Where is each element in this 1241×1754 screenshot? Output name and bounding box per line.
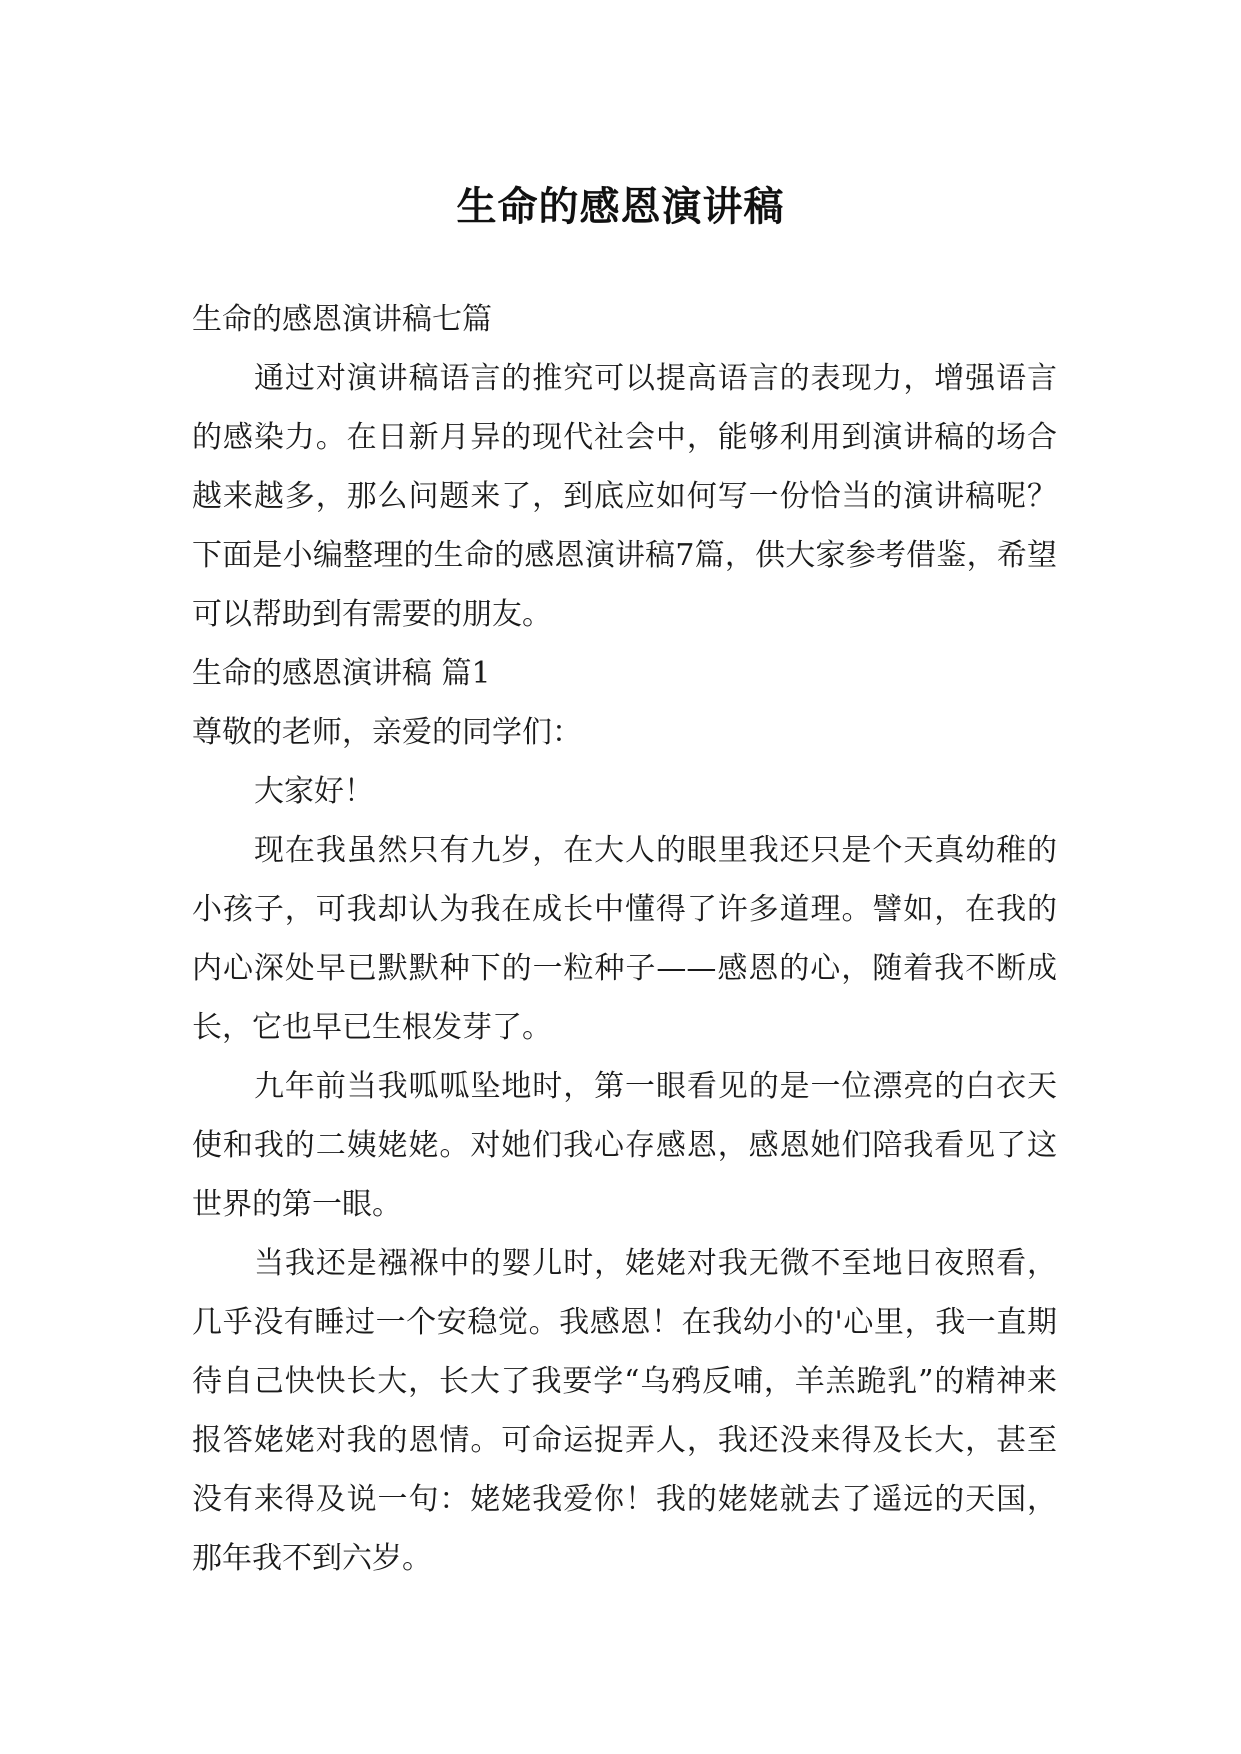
body-paragraph-2: 九年前当我呱呱坠地时，第一眼看见的是一位漂亮的白衣天使和我的二姨姥姥。对她们我心存感恩，感恩她们陪我看见了这世界的第一眼。 xyxy=(192,1069,1057,1222)
body-paragraph-3: 当我还是襁褓中的婴儿时，姥姥对我无微不至地日夜照看，几乎没有睡过一个安稳觉。我感恩！在我幼小的'心里，我一直期待自己快快长大，长大了我要学“乌鸦反哺，羊羔跪乳”的精神来报答姥姥对我的恩情。可命运捉弄人，我还没来得及长大，甚至没有来得及说一句：姥姥我爱你！我的姥姥就去了遥远的天国，那年我不到六岁。 xyxy=(192,1246,1057,1576)
greeting: 大家好！ xyxy=(254,774,374,809)
document-title: 生命的感恩演讲稿 xyxy=(456,182,785,230)
document-body xyxy=(192,290,1057,1588)
salutation: 尊敬的老师，亲爱的同学们： xyxy=(192,715,582,750)
intro-paragraph: 通过对演讲稿语言的推究可以提高语言的表现力，增强语言的感染力。在日新月异的现代社会中，能够利用到演讲稿的场合越来越多，那么问题来了，到底应如何写一份恰当的演讲稿呢？下面是小编整理的生命的感恩演讲稿7篇，供大家参考借鉴，希望可以帮助到有需要的朋友。 xyxy=(192,361,1057,632)
body-paragraph-1: 现在我虽然只有九岁，在大人的眼里我还只是个天真幼稚的小孩子，可我却认为我在成长中懂得了许多道理。譬如，在我的内心深处早已默默种下的一粒种子——感恩的心，随着我不断成长，它也早已生根发芽了。 xyxy=(192,833,1057,1045)
section-heading: 生命的感恩演讲稿 篇1 xyxy=(192,656,491,691)
document-subtitle: 生命的感恩演讲稿七篇 xyxy=(192,302,492,337)
